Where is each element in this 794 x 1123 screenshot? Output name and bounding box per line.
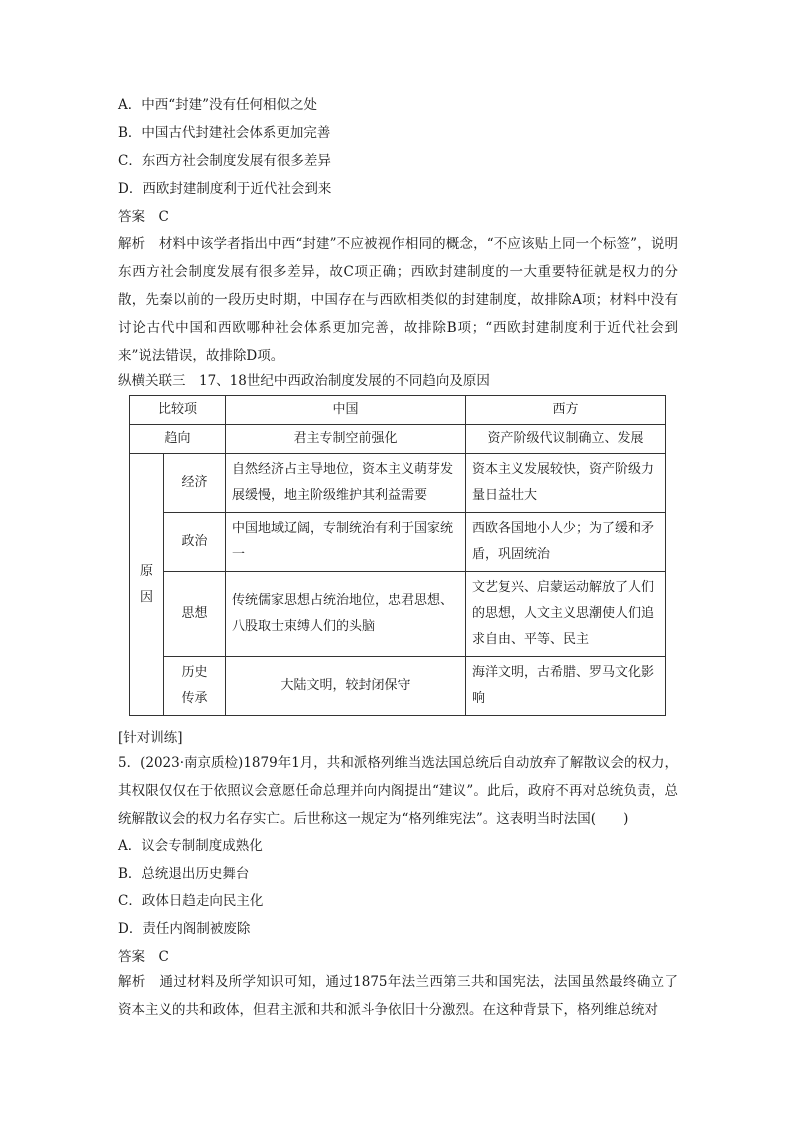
q5-option-c: C．政体日趋走向民主化 (118, 893, 264, 909)
cell-china: 中国地域辽阔，专制统治有利于国家统一 (226, 513, 466, 572)
cell-china: 君主专制空前强化 (226, 425, 466, 454)
cell-west: 资产阶级代议制确立、发展 (466, 425, 666, 454)
q5-option-a: A．议会专制制度成熟化 (118, 838, 263, 854)
header-china: 中国 (226, 396, 466, 425)
cell-west: 文艺复兴、启蒙运动解放了人们的思想，人文主义思潮使人们追求自由、平等、民主 (466, 572, 666, 657)
row-label: 历史传承 (164, 657, 226, 716)
section-title: 纵横关联三 17、18世纪中西政治制度发展的不同趋向及原因 (118, 373, 490, 389)
cell-china: 大陆文明，较封闭保守 (226, 657, 466, 716)
prev-option-d: D．西欧封建制度利于近代社会到来 (118, 181, 332, 197)
q5-answer: 答案 C (118, 949, 169, 965)
reason-label: 原因 (130, 454, 164, 716)
prev-option-b: B．中国古代封建社会体系更加完善 (118, 125, 331, 141)
cell-west: 西欧各国地小人少；为了缓和矛盾，巩固统治 (466, 513, 666, 572)
row-label: 经济 (164, 454, 226, 513)
row-label: 趋向 (130, 425, 226, 454)
table-header-row (130, 396, 666, 425)
q5-option-b: B．总统退出历史舞台 (118, 866, 250, 882)
header-west: 西方 (466, 396, 666, 425)
prev-answer: 答案 C (118, 209, 169, 225)
table-row (130, 572, 666, 657)
training-label: [针对训练] (118, 730, 183, 746)
cell-west: 资本主义发展较快，资产阶级力量日益壮大 (466, 454, 666, 513)
table-row (130, 657, 666, 716)
table-row (130, 513, 666, 572)
row-label: 思想 (164, 572, 226, 657)
table-row (130, 425, 666, 454)
comparison-table (129, 395, 666, 716)
header-compare-item: 比较项 (130, 396, 226, 425)
prev-option-a: A．中西“封建”没有任何相似之处 (118, 97, 318, 113)
q5-stem: 5．(2023·南京质检)1879年1月，共和派格列维当选法国总统后自动放弃了解散议会的权力，其权限仅仅在于依照议会意愿任命总理并向内阁提出“建议”。此后，政府不再对总统负责，总统解散议会的权力名存实亡。后世称这一规定为“格列维宪法”。这表明当时法国( ) (118, 755, 678, 827)
cell-west: 海洋文明，古希腊、罗马文化影响 (466, 657, 666, 716)
cell-china: 自然经济占主导地位，资本主义萌芽发展缓慢，地主阶级维护其利益需要 (226, 454, 466, 513)
table-row (130, 454, 666, 513)
prev-analysis: 解析 材料中该学者指出中西“封建”不应被视作相同的概念，“不应该贴上同一个标签”，说明东西方社会制度发展有很多差异，故C项正确；西欧封建制度的一大重要特征就是权力的分散，先秦以前的一段历史时期，中国存在与西欧相类似的封建制度，故排除A项；材料中没有讨论古代中国和西欧哪种社会体系更加完善，故排除B项；“西欧封建制度利于近代社会到来”说法错误，故排除D项。 (118, 236, 678, 364)
cell-china: 传统儒家思想占统治地位，忠君思想、八股取士束缚人们的头脑 (226, 572, 466, 657)
q5-option-d: D．责任内阁制被废除 (118, 921, 251, 937)
row-label: 政治 (164, 513, 226, 572)
q5-analysis: 解析 通过材料及所学知识可知，通过1875年法兰西第三共和国宪法，法国虽然最终确立了资本主义的共和政体，但君主派和共和派斗争依旧十分激烈。在这种背景下，格列维总统对 (118, 974, 678, 1018)
prev-option-c: C．东西方社会制度发展有很多差异 (118, 153, 331, 169)
